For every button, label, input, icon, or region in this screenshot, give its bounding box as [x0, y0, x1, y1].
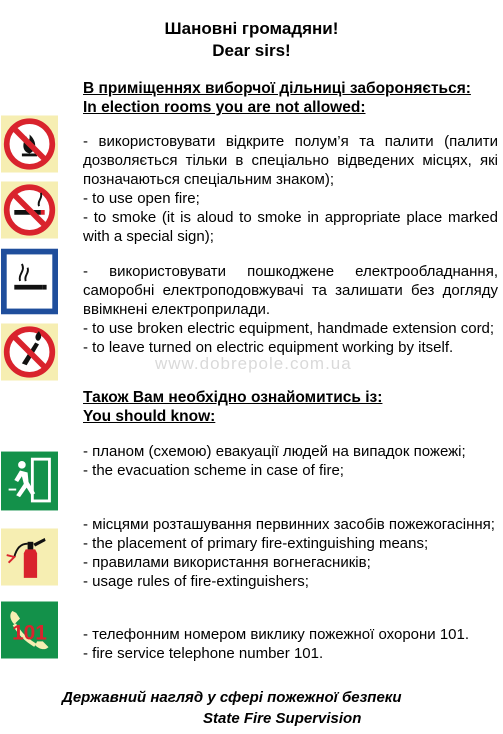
footer-en: State Fire Supervision — [203, 710, 362, 727]
no-open-fire-icon — [1, 114, 58, 174]
section2-item2-uk: - місцями розташування первинних засобів пожежогасіння; — [83, 516, 495, 533]
section2-heading-en: You should know: — [83, 408, 216, 425]
section1-item1 — [83, 132, 498, 246]
phone-sign-number: 101 — [12, 621, 47, 645]
section2-item4 — [83, 625, 498, 663]
section1-item2-en-a: - to use broken electric equipment, handmade extension cord; — [83, 320, 495, 337]
section2-heading-uk: Також Вам необхідно ознайомитись із: — [83, 389, 383, 406]
section2-item1 — [83, 442, 498, 480]
section1-item2-uk: - використовувати пошкоджене електрообладнання, саморобні електроподовжувачі та залишати без догляду ввімкнені електроприлади. — [83, 263, 498, 318]
section1-item2 — [83, 262, 498, 357]
fire-extinguisher-icon — [1, 527, 58, 587]
section2-item2-en: - the placement of primary fire-extinguishing means; — [83, 535, 429, 552]
section2-item4-uk: - телефонним номером виклику пожежної охорони 101. — [83, 626, 470, 643]
section1-item1-en-b: - to smoke (it is aloud to smoke in appropriate place marked with a special sign); — [83, 209, 498, 245]
emergency-exit-icon — [1, 450, 58, 512]
section2-item1-en: - the evacuation scheme in case of fire; — [83, 462, 344, 479]
no-lighting-icon — [1, 322, 58, 382]
section1-heading-en: In election rooms you are not allowed: — [83, 99, 366, 116]
section1-heading-uk: В приміщеннях виборчої дільниці забороняється: — [83, 80, 471, 97]
no-smoking-icon — [1, 180, 58, 240]
section2-item3-en: - usage rules of fire-extinguishers; — [83, 573, 309, 590]
section2-item2 — [83, 515, 498, 591]
section1-item1-en-a: - to use open fire; — [83, 190, 200, 207]
section2-item4-en: - fire service telephone number 101. — [83, 645, 324, 662]
fire-phone-icon — [1, 600, 58, 660]
section1-item1-uk: - використовувати відкрите полум’я та палити (палити дозволяється тільки в спеціально відведених місцях, які позначаються спеціальним знаком); — [83, 133, 498, 188]
watermark: www.dobrepole.com.ua — [155, 354, 352, 373]
title-ukrainian: Шановні громадяни! — [164, 19, 339, 38]
title-english: Dear sirs! — [212, 41, 291, 60]
smoking-area-icon — [1, 247, 58, 316]
section2-item3-uk: - правилами використання вогнегасників; — [83, 554, 371, 571]
footer-uk: Державний нагляд у сфері пожежної безпеки — [62, 689, 402, 706]
section1-item2-en-b: - to leave turned on electric equipment working by itself. — [83, 339, 454, 356]
section2-item1-uk: - планом (схемою) евакуації людей на випадок пожежі; — [83, 443, 466, 460]
